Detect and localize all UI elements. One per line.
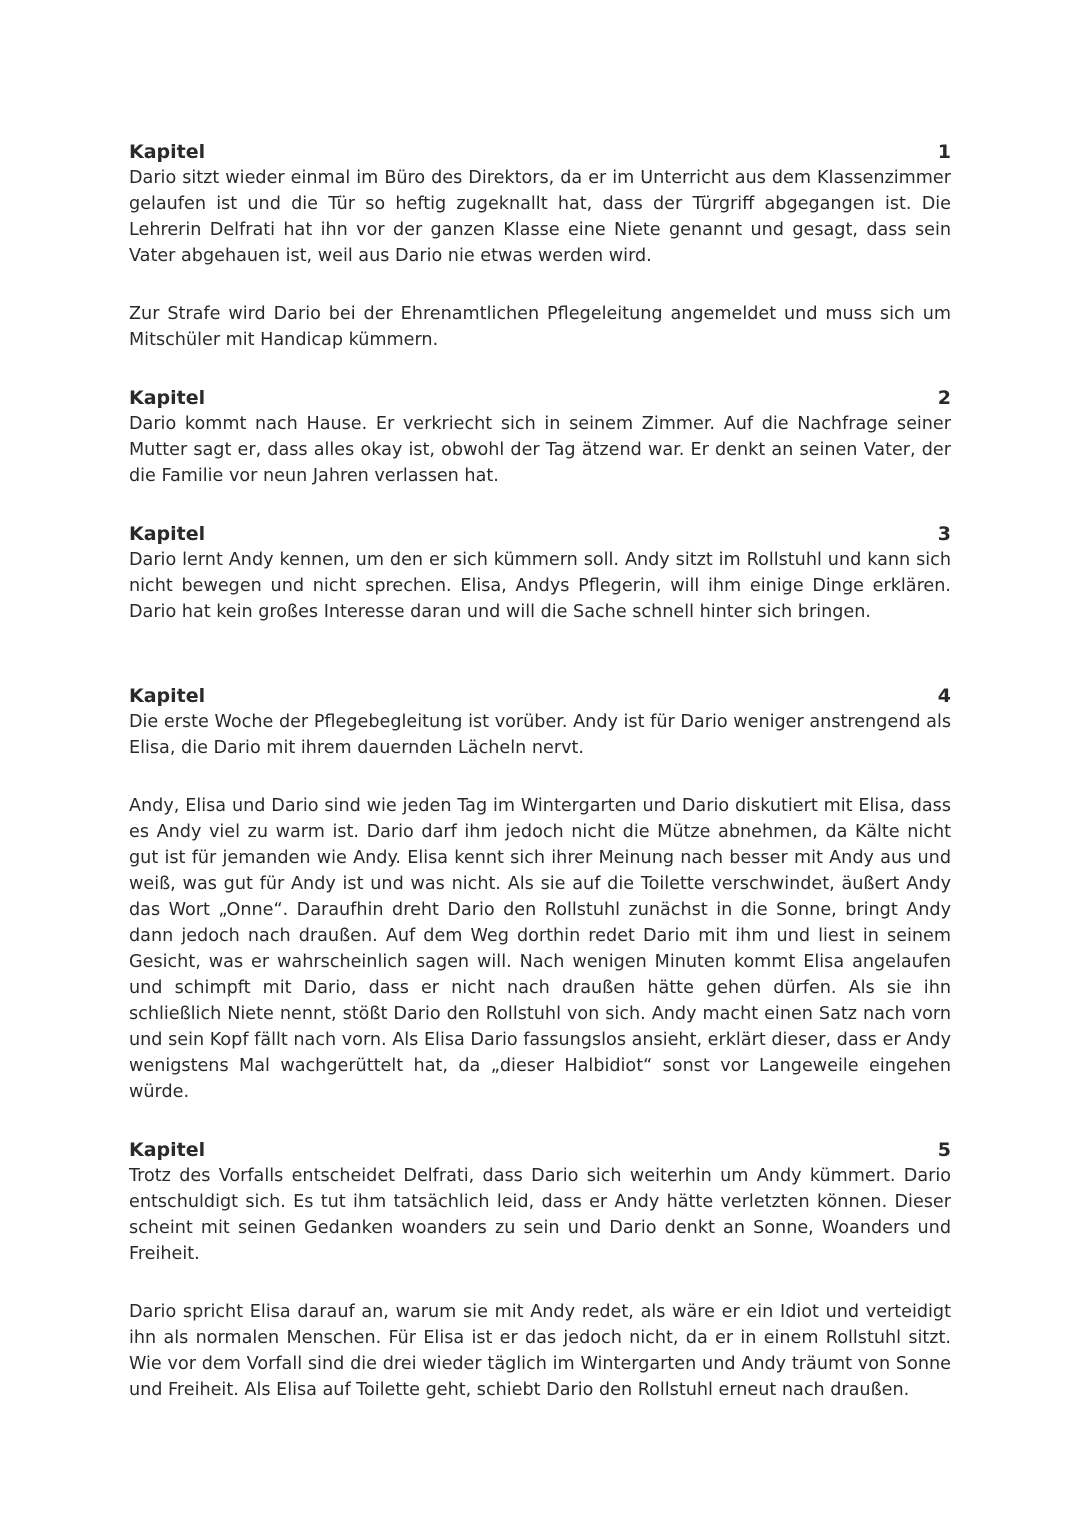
chapter-paragraph: Dario lernt Andy kennen, um den er sich kümmern soll. Andy sitzt im Rollstuhl und kann sich nicht bewegen und nicht sprechen. Elisa, Andys Pflegerin, will ihm einige Dinge erklären. Dario hat kein großes Interesse daran und will die Sache schnell hinter sich bringen.	[129, 550, 951, 622]
chapter-paragraph: Dario sitzt wieder einmal im Büro des Direktors, da er im Unterricht aus dem Klassenzimmer gelaufen ist und die Tür so heftig zugeknallt hat, dass der Türgriff abgegangen ist. Die Lehrerin Delfrati hat ihn vor der ganzen Klasse eine Niete genannt und gesagt, dass sein Vater abgehauen ist, weil aus Dario nie etwas werden wird.	[129, 168, 951, 266]
chapter-number: 5	[937, 1139, 951, 1161]
chapter-1	[129, 139, 951, 353]
chapter-label: Kapitel	[129, 523, 206, 545]
chapter-4	[129, 683, 951, 1105]
chapter-paragraph: Trotz des Vorfalls entscheidet Delfrati, dass Dario sich weiterhin um Andy kümmert. Dario entschuldigt sich. Es tut ihm tatsächlich leid, dass er Andy hätte verletzten können. Dieser scheint mit seinen Gedanken woanders zu sein und Dario denkt an Sonne, Woanders und Freiheit.	[129, 1166, 951, 1264]
chapter-5	[129, 1137, 951, 1403]
chapter-paragraph: Dario spricht Elisa darauf an, warum sie mit Andy redet, als wäre er ein Idiot und verteidigt ihn als normalen Menschen. Für Elisa ist er das jedoch nicht, da er in einem Rollstuhl sitzt. Wie vor dem Vorfall sind die drei wieder täglich im Wintergarten und Andy träumt von Sonne und Freiheit. Als Elisa auf Toilette geht, schiebt Dario den Rollstuhl erneut nach draußen.	[129, 1302, 951, 1400]
chapter-heading	[129, 521, 951, 547]
chapter-label: Kapitel	[129, 1139, 206, 1161]
chapter-paragraph: Dario kommt nach Hause. Er verkriecht sich in seinem Zimmer. Auf die Nachfrage seiner Mutter sagt er, dass alles okay ist, obwohl der Tag ätzend war. Er denkt an seinen Vater, der die Familie vor neun Jahren verlassen hat.	[129, 414, 951, 486]
chapter-label: Kapitel	[129, 685, 206, 707]
document-page	[129, 139, 951, 1403]
chapter-heading	[129, 683, 951, 709]
chapter-label: Kapitel	[129, 141, 206, 163]
chapter-paragraph: Zur Strafe wird Dario bei der Ehrenamtlichen Pflegeleitung angemeldet und muss sich um Mitschüler mit Handicap kümmern.	[129, 304, 951, 350]
chapter-number: 1	[937, 141, 951, 163]
chapter-label: Kapitel	[129, 387, 206, 409]
chapter-heading	[129, 1137, 951, 1163]
chapter-heading	[129, 139, 951, 165]
chapter-number: 3	[937, 523, 951, 545]
chapter-number: 2	[937, 387, 951, 409]
chapter-number: 4	[937, 685, 951, 707]
chapter-heading	[129, 385, 951, 411]
chapter-3	[129, 521, 951, 625]
chapter-paragraph: Die erste Woche der Pflegebegleitung ist vorüber. Andy ist für Dario weniger anstrengend als Elisa, die Dario mit ihrem dauernden Lächeln nervt.	[129, 712, 951, 758]
chapter-2	[129, 385, 951, 489]
chapter-paragraph: Andy, Elisa und Dario sind wie jeden Tag im Wintergarten und Dario diskutiert mit Elisa, dass es Andy viel zu warm ist. Dario darf ihm jedoch nicht die Mütze abnehmen, da Kälte nicht gut ist für jemanden wie Andy. Elisa kennt sich ihrer Meinung nach besser mit Andy aus und weiß, was gut für Andy ist und was nicht. Als sie auf die Toilette verschwindet, äußert Andy das Wort „Onne“. Daraufhin dreht Dario den Rollstuhl zunächst in die Sonne, bringt Andy dann jedoch nach draußen. Auf dem Weg dorthin redet Dario mit ihm und liest in seinem Gesicht, was er wahrscheinlich sagen will. Nach wenigen Minuten kommt Elisa angelaufen und schimpft mit Dario, dass er nicht nach draußen hätte gehen dürfen. Als sie ihn schließlich Niete nennt, stößt Dario den Rollstuhl von sich. Andy macht einen Satz nach vorn und sein Kopf fällt nach vorn. Als Elisa Dario fassungslos ansieht, erklärt dieser, dass er Andy wenigstens Mal wachgerüttelt hat, da „dieser Halbidiot“ sonst vor Langeweile eingehen würde.	[129, 796, 951, 1102]
